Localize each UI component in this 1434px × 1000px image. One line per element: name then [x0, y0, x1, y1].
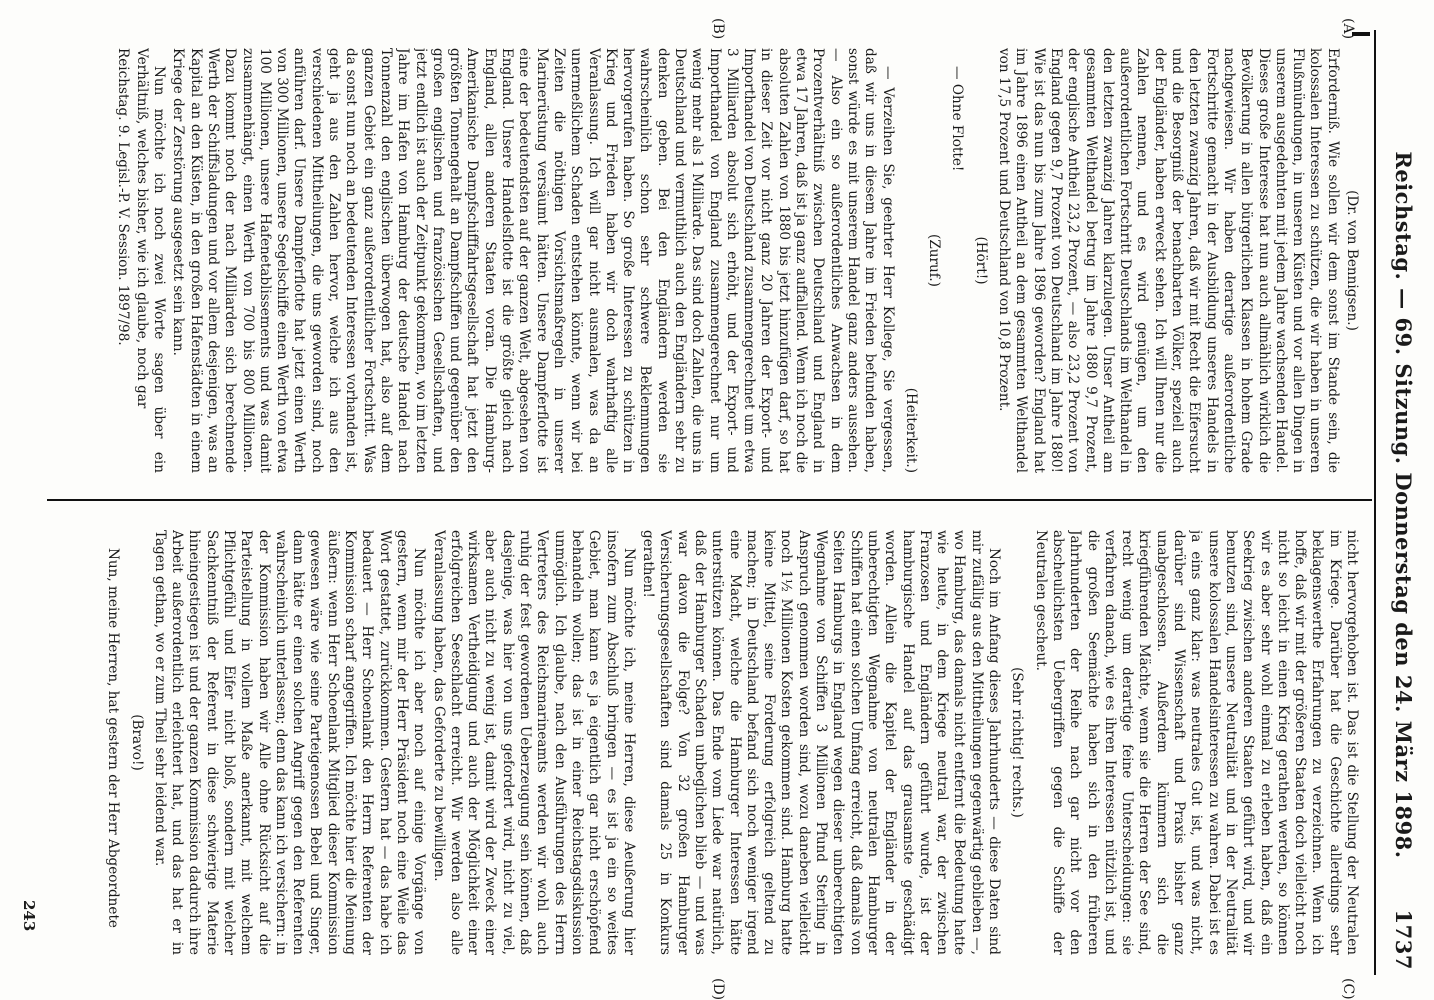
margin-marker-a: (A): [1340, 18, 1356, 40]
header-rule: [1374, 30, 1376, 975]
footer-page-number: 243: [20, 900, 38, 932]
paragraph: — Verzeihen Sie, geehrter Herr Kollege, Sie vergessen, daß wir uns in diesem Jahre im Frieden befunden haben, sonst würde es mit unserem Handel ganz anders aussehen. — Also ein so außerordentliches Anwachsen in dem Prozentverhältniß zwischen Deutschland und England in etwa 17 Jahren, daß ist ja ganz auffallend. Wenn ich noch die absoluten Zahlen von 1880 bis jetzt hinzufügen darf, so hat in dieser Zeit vor nicht ganz 20 Jahren der Export- und Importhandel von Deutschland zusammengerechnet um etwa 3 Milliarden absolut sich erhöht, und der Export- und Importhandel von England zusammengerechnet nur um wenig mehr als 1 Milliarde. Das sind doch Zahlen, die uns in Deutschland und vermuthlich auch den Engländern sehr zu denken geben. Bei den Engländern werden sie wahrscheinlich schon sehr schwere Beklemmungen hervorgerufen haben. So große Interessen zu schützen in Krieg und Frieden haben wir doch wahrhaftig alle Veranlassung. Ich will gar nicht ausmalen, was da an unermeßlichem Schaden entstehen könnte, wenn wir bei Zeiten die nöthigen Vorsichtsmaßregeln in unserer Marinerüstung versäumt hätten. Unsere Dampferflotte ist eine der bedeutendsten auf der ganzen Welt, abgesehen von England. Unsere Handelsflotte ist die größte gleich nach England, allen anderen Staaten voran. Die Hamburg-Amerikanische Dampfschifffahrtsgesellschaft hat jetzt den größten Tonnengehalt an Dampfschiffen und gegenüber den großen englischen und französischen Gesellschaften, und jetzt endlich ist auch der Zeitpunkt gekommen, wo im letzten Jahre im Hafen von Hamburg der deutsche Handel nach Tonnenzahl den englischen überwogen hat, also auf dem ganzen Gebiet ein ganz außerordentlicher Fortschritt. Was da sonst nun noch an bedeutenden Interessen vorhanden ist, geht ja aus den Zahlen hervor, welche ich aus den verschiedenen Mittheilungen, die uns geworden sind, noch anführen darf. Unsere Dampferflotte hat jetzt einen Werth von 300 Millionen, unsere Segelschiffe einen Werth von etwa 100 Millionen, unsere Hafenetablissements und was damit zusammenhängt, einen Werth von 700 bis 800 Millionen. Dazu kommt noch der nach Milliarden sich berechnende Werth der Schiffsladungen und vor allem desjenigen, was an Kapital an den Küsten, in den großen Hafenstädten in einem Kriege der Zerstörung ausgesetzt sein kann.: [170, 48, 896, 473]
paragraph: Nun möchte ich noch zwei Worte sagen über ein Verhältniß, welches bisher, wie ich glaube, noch gar: [133, 48, 168, 473]
column-divider: [47, 499, 1372, 501]
interjection: (Bravo!): [128, 714, 145, 771]
interjection: (Zuruf.): [926, 234, 943, 287]
interjection: (Sehr richtig! rechts.): [1009, 667, 1026, 818]
page-header-title: Reichstag. — 69. Sitzung. Donnerstag den 24. März 1898.: [1391, 151, 1416, 859]
paragraph: nicht hervorgehoben ist. Das ist die Stellung der Neutralen im Kriege. Darüber hat die Geschichte allerdings sehr beklagenswerthe Erfahrungen zu verzeichnen. Wenn ich hoffe, daß wir mit der größeren Staaten doch vielleicht noch nicht so leicht in einen Krieg gerathen werden, so können wir es aber sehr wohl einmal zu erleben haben, daß ein Seekrieg zwischen anderen Staaten geführt wird, und wir benutzen sind, unsere Neutralität und in der Neutralität unsere kolossalen Handelsinteressen zu wahren. Dabei ist es ja eins ganz klar: was neutrales Gut ist, und was nicht, darüber sind Wissenschaft und Praxis bisher ganz unabgeschlossen. Außerdem kümmern sich die kriegführenden Mächte, wenn sie die Herren der See sind, recht wenig um derartige feine Unterscheidungen: sie verfahren danach, wie es ihren Interessen nützlich ist, und die großen Seemächte haben sich in den früheren Jahrhunderten der Reihe nach gar nicht vor den abscheulichsten Uebergriffen gegen die Schiffe der Neutralen gescheut.: [1032, 530, 1360, 955]
page-header: [1384, 40, 1416, 970]
margin-marker-c: (C): [1340, 978, 1356, 1000]
speaker-name: (Dr. von Bennigsen.): [1344, 190, 1360, 331]
paragraph: Noch im Anfang dieses Jahrhunderts — diese Daten sind mir zufällig aus den Mittheilungen gegenwärtig geblieben —, wo Hamburg, das damals nicht entfernt die Bedeutung hatte wie heute, in dem Kriege neutral war, der zwischen Franzosen und Engländern geführt wurde, ist der hamburgische Handel auf das grausamste geschädigt worden. Allein die Kapitel der Engländer in der unberechtigten Wegnahme von neutralen Hamburger Schiffen hat einen solchen Umfang erreicht, daß damals von Seiten Hamburgs in England wegen dieser unberechtigten Wegnahme von Schiffen 3 Millionen Pfund Sterling in Anspruch genommen worden sind, wozu daneben vielleicht noch 1½ Millionen Kosten gekommen sind. Hamburg hatte keine Mittel, seine Forderung erfolgreich geltend zu machen; in Deutschland befand sich noch weniger irgend eine Macht, welche die Hamburger Interessen hätte unterstützen können. Das Ende vom Liede war natürlich, daß der Hamburger Schaden unbeglichen blieb — und was war davon die Folge? Von 32 großen Hamburger Versicherungsgesellschaften sind damals 25 in Konkurs gerathen!: [640, 530, 1003, 955]
interjection: (Heiterkeit.): [902, 387, 919, 473]
paragraph: — Ohne Flotte!: [949, 66, 966, 172]
left-column: [30, 48, 1360, 473]
interjection: (Hört!): [972, 236, 989, 285]
paragraph: Nun, meine Herren, hat gestern der Herr Abgeordnete: [105, 548, 122, 928]
margin-marker-d: (D): [710, 978, 726, 1000]
margin-marker-b: (B): [710, 18, 726, 40]
right-column: [30, 530, 1360, 955]
column-footer: Reichstag. 9. Legisl.-P. V. Session. 1897/98.: [114, 48, 131, 346]
paragraph: Nun möchte ich aber noch auf einige Vorgänge von gestern, wenn mir der Herr Präsident noch eine Weile das Wort gestattet, zurückkommen. Gestern hat — das habe ich bedauert — Herr Schoenlank den Herrn Referenten der Kommission scharf angegriffen. Ich möchte hier die Meinung äußern: wenn Herr Schoenlank Mitglied dieser Kommission gewesen wäre wie seine Parteigenossen Bebel und Singer, dann hätte er einen solchen Angriff gegen den Referenten wahrscheinlich unterlassen; denn das kann ich versichern: in der Kommission haben wir Alle ohne Rücksicht auf die Parteistellung in vollem Maße anerkannt, mit welchem Pflichtgefühl und Eifer nicht bloß, sondern mit welcher Sachkenntniß der Referent in diese schwierige Materie hineingestiegen ist und der ganzen Kommission dadurch ihre Arbeit außerordentlich erleichtert hat, und das hat er in Tagen gethan, wo er zum Theil sehr leidend war.: [151, 530, 428, 955]
paragraph: Erforderniß. Wie sollen wir dem sonst im Stande sein, die kolossalen Interessen zu schützen, die wir haben in unseren Flußmündungen, in unseren Küsten und vor allen Dingen in unserem ausgedehnten mit jedem Jahre wachsenden Handel. Dieses große Interesse hat nun auch allmählich wirklich die Bevölkerung in allen bürgerlichen Klassen in hohem Grade nachgewiesen. Wir haben derartige außerordentliche Fortschritte gemacht in der Ausbildung unseres Handels in den letzten zwanzig Jahren, daß wir mit Recht die Eifersucht und die Besorgniß der benachbarten Völker, speziell auch der Engländer, haben erweckt sehen. Ich will Ihnen nur die Zahlen nennen, und es wird genügen, um den außerordentlichen Fortschritt Deutschlands im Welthandel in den letzten zwanzig Jahren klarzulegen. Unser Antheil am gesammten Welthandel betrug im Jahre 1880 9,7 Prozent, der englische Antheil 23,2 Prozent, — also 23,2 Prozent von England gegen 9,7 Prozent von Deutschland im Jahre 1880! Wie ist das nun bis zum Jahre 1896 geworden? England hat im Jahre 1896 einen Antheil an dem gesammten Welthandel von 17,5 Prozent und Deutschland von 10,8 Prozent.: [996, 48, 1341, 473]
paragraph: Nun möchte ich, meine Herren, diese Aeußerung hier insofern zum Abschluß bringen — es ist ja ein so weites Gebiet, man kann es ja eigentlich gar nicht erschöpfend behandeln wollen; das ist in einer Reichstagsdiskussion unmöglich. Ich glaube, nach den Ausführungen des Herrn Vertreters des Reichsmarineamts werden wir wohl auch ruhig der fest gewordenen Ueberzeugung sein können, daß dasjenige, was hier von uns gefordert wird, nicht zu viel, aber auch nicht zu wenig ist, damit wird der Zweck einer wirksamen Vertheidigung und auch der Möglichkeit einer erfolgreichen Seeschlacht erreicht. Wir werden also alle Veranlassung haben, das Geforderte zu bewilligen.: [430, 530, 637, 955]
page-number: 1737: [1391, 909, 1416, 970]
